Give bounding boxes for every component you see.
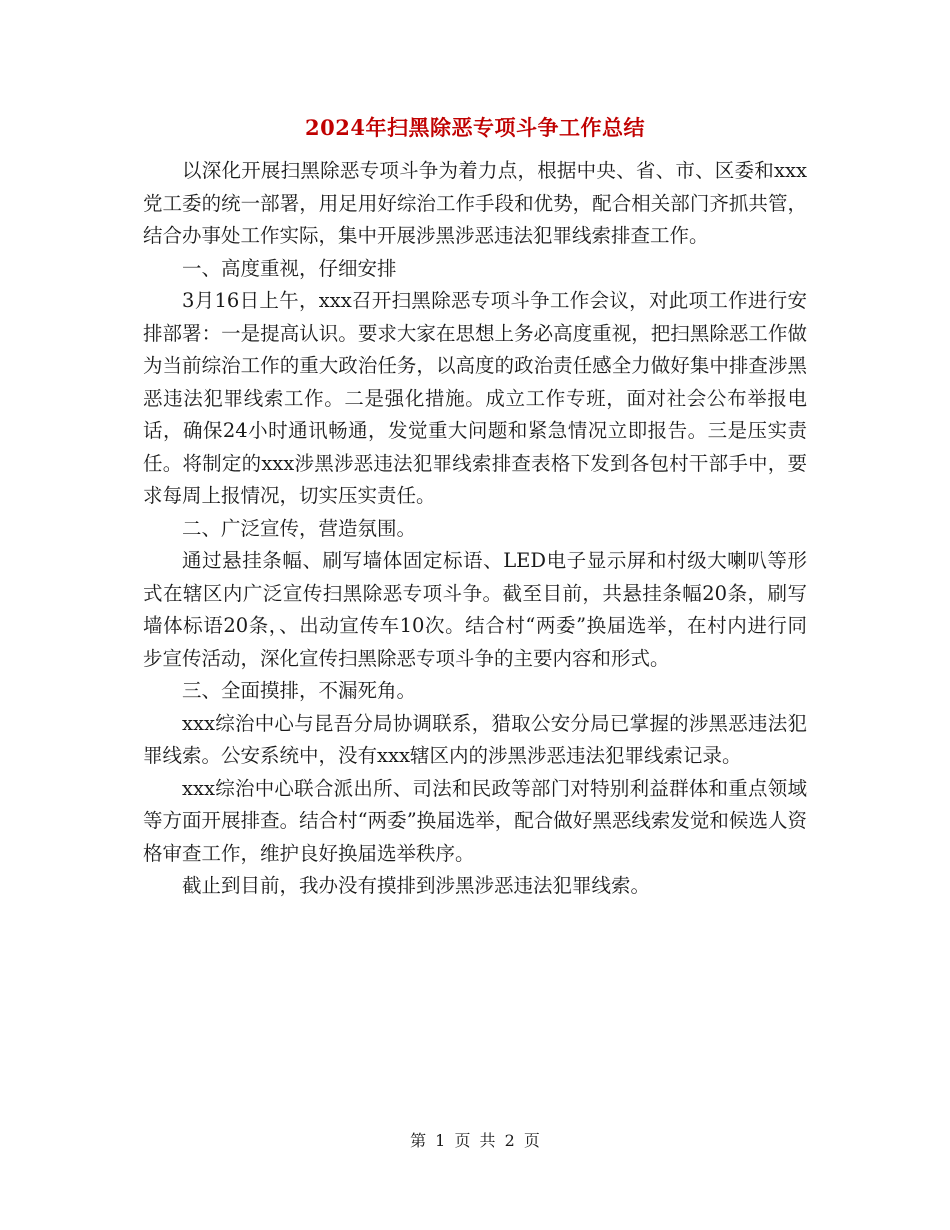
intro-paragraph: 以深化开展扫黑除恶专项斗争为着力点，根据中央、省、市、区委和xxx党工委的统一部署，用足用好综治工作手段和优势，配合相关部门齐抓共管，结合办事处工作实际，集中开展涉黑涉恶违法犯罪线索排查工作。 <box>143 159 807 247</box>
page-number-footer: 第 1 页 共 2 页 <box>410 1131 540 1150</box>
document-title: 2024年扫黑除恶专项斗争工作总结 <box>305 115 645 140</box>
section-2-paragraph: 通过悬挂条幅、刷写墙体固定标语、LED电子显示屏和村级大喇叭等形式在辖区内广泛宣传扫黑除恶专项斗争。截至目前，共悬挂条幅20条，刷写墙体标语20条，、出动宣传车10次。结合村“两委”换届选举，在村内进行同步宣传活动，深化宣传扫黑除恶专项斗争的主要内容和形式。 <box>143 549 807 670</box>
closing-paragraph: 截止到目前，我办没有摸排到涉黑涉恶违法犯罪线索。 <box>182 874 651 897</box>
document-body <box>143 155 807 903</box>
section-3-paragraph-1: xxx综治中心与昆吾分局协调联系，猎取公安分局已掌握的涉黑恶违法犯罪线索。公安系统中，没有xxx辖区内的涉黑涉恶违法犯罪线索记录。 <box>143 711 807 767</box>
section-3-paragraph-2: xxx综治中心联合派出所、司法和民政等部门对特别利益群体和重点领域等方面开展排查。结合村“两委”换届选举，配合做好黑恶线索发觉和候选人资格审查工作，维护良好换届选举秩序。 <box>143 776 807 865</box>
section-heading-3: 三、全面摸排，不漏死角。 <box>182 679 417 702</box>
section-heading-2: 二、广泛宣传，营造氛围。 <box>182 516 417 540</box>
section-1-paragraph: 3月16日上午，xxx召开扫黑除恶专项斗争工作会议，对此项工作进行安排部署：一是提高认识。要求大家在思想上务必高度重视，把扫黑除恶工作做为当前综治工作的重大政治任务，以高度的政治责任感全力做好集中排查涉黑恶违法犯罪线索工作。二是强化措施。成立工作专班，面对社会公布举报电话，确保24小时通讯畅通，发觉重大问题和紧急情况立即报告。三是压实责任。将制定的xxx涉黑涉恶违法犯罪线索排查表格下发到各包村干部手中，要求每周上报情况，切实压实责任。 <box>143 289 807 507</box>
section-heading-1: 一、高度重视，仔细安排 <box>182 256 397 280</box>
